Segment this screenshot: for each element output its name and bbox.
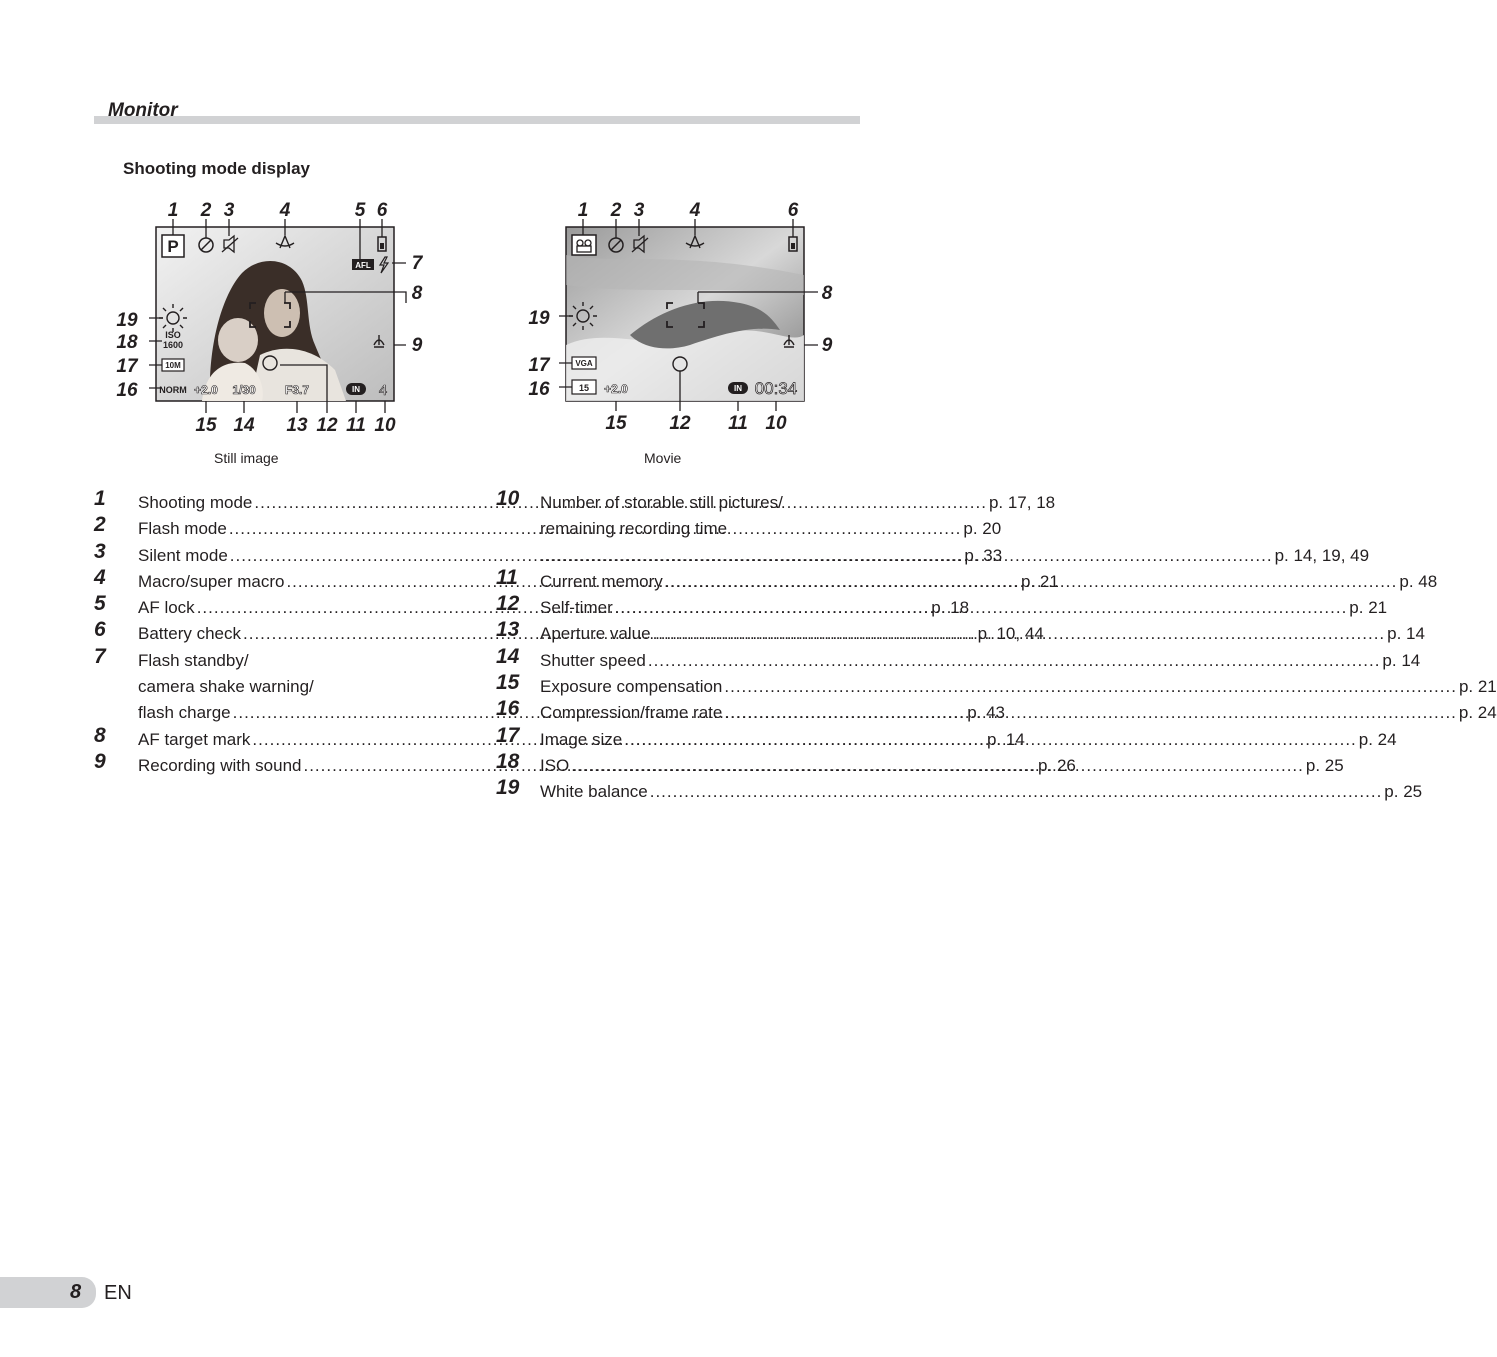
iso-label: ISO bbox=[165, 330, 181, 340]
item-label: Exposure compensation bbox=[540, 677, 723, 697]
callout-8: 8 bbox=[821, 283, 833, 304]
callout-1: 1 bbox=[167, 200, 179, 221]
item-page: p. 14 bbox=[986, 729, 1025, 749]
list-item bbox=[496, 644, 1421, 674]
callout-7: 7 bbox=[411, 253, 423, 274]
callout-17: 17 bbox=[528, 355, 550, 376]
item-label: White balance bbox=[540, 782, 648, 802]
callout-11: 11 bbox=[346, 415, 366, 436]
item-number: 9 bbox=[94, 749, 106, 773]
callout-4: 4 bbox=[689, 200, 701, 221]
item-page: p. 10, 44 bbox=[977, 624, 1044, 644]
callout-19: 19 bbox=[528, 308, 550, 329]
item-page: p. 20 bbox=[963, 519, 1002, 539]
callout-5: 5 bbox=[354, 200, 366, 221]
item-page: p. 18 bbox=[931, 598, 970, 618]
movie-caption: Movie bbox=[644, 450, 682, 466]
page-number: 8 bbox=[70, 1281, 82, 1303]
callout-6: 6 bbox=[787, 200, 799, 221]
item-label: Silent mode bbox=[138, 545, 228, 565]
item-label: Image size bbox=[540, 729, 623, 749]
shutter-speed-value: 1/30 bbox=[232, 383, 256, 397]
item-number: 19 bbox=[496, 776, 520, 800]
callout-16: 16 bbox=[116, 380, 138, 401]
callout-19: 19 bbox=[116, 310, 138, 331]
item-label-line: camera shake warning/ bbox=[138, 677, 314, 697]
callout-9: 9 bbox=[821, 335, 833, 356]
callout-17: 17 bbox=[116, 356, 138, 377]
callout-10: 10 bbox=[374, 415, 396, 436]
aperture-value: F3.7 bbox=[284, 383, 310, 397]
item-number: 11 bbox=[496, 565, 518, 589]
item-number: 16 bbox=[496, 697, 520, 721]
item-number: 13 bbox=[496, 618, 520, 642]
shooting-mode-value: P bbox=[167, 237, 179, 256]
item-page: p. 14 bbox=[1387, 624, 1425, 644]
frame-rate-value: 15 bbox=[578, 383, 590, 393]
list-item bbox=[496, 671, 1497, 700]
callout-1: 1 bbox=[577, 200, 589, 221]
exposure-compensation-value: +2.0 bbox=[194, 383, 218, 397]
item-number: 17 bbox=[496, 723, 520, 747]
item-number: 3 bbox=[94, 539, 106, 563]
item-label: Compression/frame rate bbox=[540, 703, 723, 723]
item-number: 4 bbox=[94, 565, 106, 589]
item-label-line: remaining recording time bbox=[540, 519, 728, 539]
item-label: Self-timer bbox=[540, 598, 613, 618]
callout-4: 4 bbox=[279, 200, 291, 221]
item-label: AF target mark bbox=[138, 729, 251, 749]
item-label: AF lock bbox=[138, 598, 195, 618]
item-label: Shutter speed bbox=[540, 650, 646, 670]
item-number: 1 bbox=[94, 487, 106, 510]
item-label: Macro/super macro bbox=[138, 571, 285, 591]
item-page: p. 24 bbox=[1458, 703, 1497, 723]
callout-12: 12 bbox=[316, 415, 338, 436]
callout-18: 18 bbox=[116, 332, 138, 353]
item-page: p. 48 bbox=[1399, 571, 1438, 591]
callout-3: 3 bbox=[633, 200, 645, 221]
item-page: p. 33 bbox=[964, 545, 1003, 565]
list-item bbox=[496, 776, 1423, 805]
item-label: Current memory bbox=[540, 571, 663, 591]
callout-2: 2 bbox=[610, 200, 622, 221]
item-label: Recording with sound bbox=[138, 755, 302, 775]
page-number-tab bbox=[0, 1277, 96, 1308]
item-label: Battery check bbox=[138, 624, 241, 644]
image-size-value: 10M bbox=[165, 361, 181, 370]
item-label: Flash mode bbox=[138, 519, 227, 539]
item-number: 18 bbox=[496, 749, 520, 773]
callout-15: 15 bbox=[195, 415, 217, 436]
item-number: 2 bbox=[94, 513, 106, 537]
item-number: 14 bbox=[496, 644, 520, 668]
item-label-line: Number of storable still pictures/ bbox=[540, 493, 783, 512]
section-title: Monitor bbox=[108, 100, 178, 121]
still-image-figure bbox=[110, 195, 423, 440]
item-page: p. 25 bbox=[1305, 755, 1344, 775]
callout-12: 12 bbox=[669, 413, 691, 434]
item-label: Shooting mode bbox=[138, 493, 253, 512]
item-label: ISO bbox=[540, 755, 570, 775]
still-image-caption: Still image bbox=[214, 450, 279, 466]
callout-15: 15 bbox=[605, 413, 627, 434]
item-number: 7 bbox=[94, 644, 106, 668]
item-number: 8 bbox=[94, 723, 106, 747]
item-label-line: Flash standby/ bbox=[138, 650, 249, 670]
item-page: p. 24 bbox=[1358, 729, 1397, 749]
exposure-compensation-value: +2.0 bbox=[604, 382, 628, 396]
image-size-value: VGA bbox=[575, 359, 593, 368]
item-number: 10 bbox=[496, 487, 520, 510]
item-page: p. 25 bbox=[1384, 782, 1423, 802]
item-number: 12 bbox=[496, 592, 520, 616]
list-item bbox=[94, 539, 1003, 569]
iso-value: 1600 bbox=[162, 340, 184, 350]
movie-figure bbox=[520, 195, 840, 440]
callout-16: 16 bbox=[528, 379, 550, 400]
callout-13: 13 bbox=[286, 415, 308, 436]
callout-11: 11 bbox=[728, 413, 748, 434]
callout-9: 9 bbox=[411, 335, 423, 356]
item-page: p. 43 bbox=[967, 703, 1005, 723]
memory-value: IN bbox=[734, 384, 742, 393]
callout-2: 2 bbox=[200, 200, 212, 221]
callout-14: 14 bbox=[233, 415, 255, 436]
page-language: EN bbox=[104, 1282, 132, 1304]
compression-value: NORM bbox=[159, 385, 187, 395]
memory-value: IN bbox=[352, 385, 360, 394]
callout-8: 8 bbox=[411, 283, 423, 304]
subheading: Shooting mode display bbox=[123, 159, 311, 178]
remaining-time-value: 00:34 bbox=[754, 379, 798, 398]
item-page: p. 21 bbox=[1349, 598, 1388, 618]
item-number: 5 bbox=[94, 592, 106, 616]
item-label: flash charge bbox=[138, 703, 231, 723]
callout-3: 3 bbox=[223, 200, 235, 221]
item-number: 15 bbox=[496, 671, 520, 695]
item-number: 6 bbox=[94, 618, 106, 642]
item-page: p. 17, 18 bbox=[988, 493, 1056, 512]
item-page: p. 26 bbox=[1038, 755, 1076, 775]
storable-count-value: 4 bbox=[378, 382, 388, 399]
callout-6: 6 bbox=[376, 200, 388, 221]
item-page: p. 21 bbox=[1458, 677, 1497, 697]
item-label: Aperture value bbox=[540, 624, 651, 644]
item-page: p. 14, 19, 49 bbox=[1274, 545, 1370, 565]
section-header-bar bbox=[94, 116, 860, 124]
item-page: p. 21 bbox=[1021, 571, 1059, 591]
afl-label: AFL bbox=[355, 261, 371, 270]
callout-10: 10 bbox=[765, 413, 787, 434]
item-page: p. 14 bbox=[1382, 650, 1421, 670]
